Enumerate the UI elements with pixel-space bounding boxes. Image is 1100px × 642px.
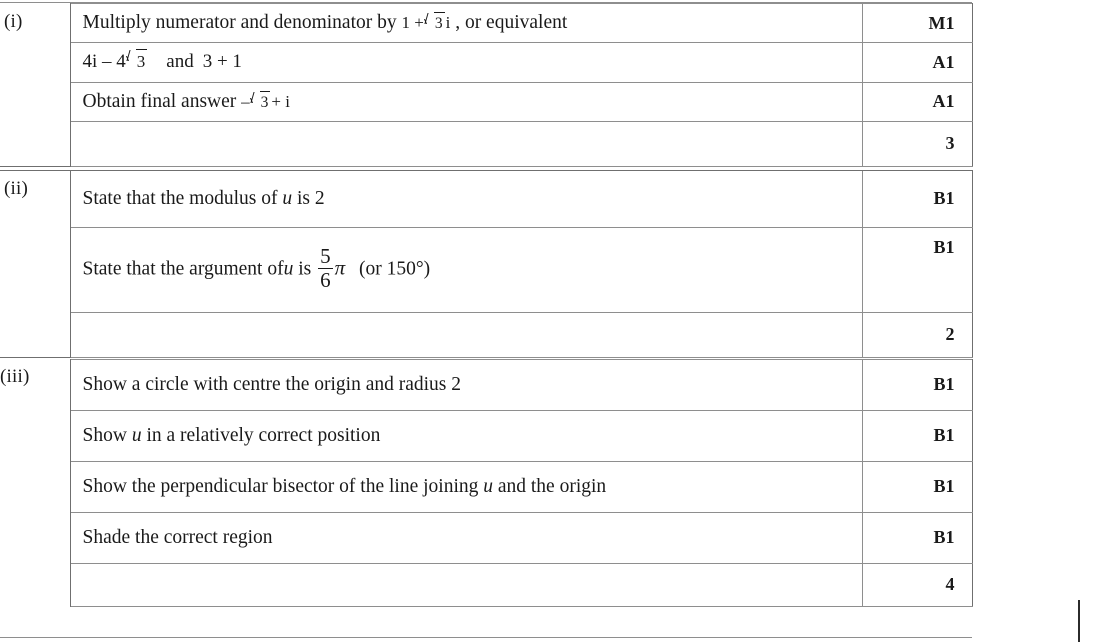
table-row <box>0 410 972 461</box>
empty-cell <box>70 312 862 357</box>
mark-code: B1 <box>862 512 972 563</box>
part-label-i: (i) <box>0 4 70 167</box>
math-expression: 1 + 3 i <box>401 13 450 32</box>
answer-text: Show <box>82 424 127 446</box>
answer-text-cell <box>70 512 862 563</box>
answer-math-cell <box>70 43 862 82</box>
mark-code: B1 <box>862 461 972 512</box>
table-row-total <box>0 563 972 606</box>
answer-text: Show a circle with centre the origin and radius 2 <box>82 373 462 395</box>
answer-text-tail: is 2 <box>296 187 325 209</box>
fraction-numerator: 5 <box>320 244 331 269</box>
answer-text-tail: in a relatively correct position <box>146 424 381 446</box>
table-row <box>0 512 972 563</box>
pi-symbol: π <box>334 255 346 280</box>
empty-cell <box>70 121 862 166</box>
table-row <box>0 82 972 121</box>
answer-text-tail: , or equivalent <box>455 12 568 33</box>
answer-text-cell <box>70 170 862 227</box>
mark-scheme-table <box>0 3 973 607</box>
math-expression: 4i – 4 3 and 3 + 1 <box>83 51 242 72</box>
variable-u: u <box>483 475 493 497</box>
answer-fraction-cell <box>70 227 862 312</box>
table-row <box>0 359 972 410</box>
table-bottom-rule <box>0 637 972 638</box>
answer-text-tail: (or 150°) <box>359 258 431 280</box>
answer-text: State that the argument of <box>82 258 284 280</box>
variable-u: u <box>283 258 294 280</box>
table-row-total <box>0 121 972 166</box>
part-total-mark: 2 <box>862 312 972 357</box>
answer-text-cell <box>70 82 862 121</box>
variable-u: u <box>282 187 293 209</box>
table-row-total <box>0 312 972 357</box>
table-row <box>0 461 972 512</box>
mark-code: M1 <box>862 4 972 43</box>
answer-text: Multiply numerator and denominator by <box>82 12 397 33</box>
answer-text: Show the perpendicular bisector of the line joining <box>82 475 479 497</box>
fraction-denominator: 6 <box>320 268 331 293</box>
table-row <box>0 43 972 82</box>
part-label-ii: (ii) <box>0 170 70 357</box>
part-total-mark: 3 <box>862 121 972 166</box>
mark-code: B1 <box>862 227 972 312</box>
table-row <box>0 170 972 227</box>
answer-text-mid: is <box>298 258 312 280</box>
answer-text-cell <box>70 359 862 410</box>
page-edge-mark <box>1078 600 1080 642</box>
mark-code: B1 <box>862 170 972 227</box>
answer-text-cell <box>70 461 862 512</box>
answer-text: Shade the correct region <box>82 526 273 548</box>
answer-text: State that the modulus of <box>82 187 278 209</box>
sqrt-icon: 3 <box>425 12 445 35</box>
fraction <box>318 246 333 292</box>
answer-text-tail: and the origin <box>497 475 607 497</box>
mark-code: B1 <box>862 410 972 461</box>
answer-text-cell <box>70 4 862 43</box>
variable-u: u <box>131 424 142 446</box>
sqrt-icon: 3 <box>251 91 271 114</box>
part-total-mark: 4 <box>862 563 972 606</box>
sqrt-icon: 3 <box>127 49 148 75</box>
table-row <box>0 4 972 43</box>
part-label-iii: (iii) <box>0 359 70 606</box>
table-row <box>0 227 972 312</box>
mark-code: A1 <box>862 82 972 121</box>
answer-text-cell <box>70 410 862 461</box>
empty-cell <box>70 563 862 606</box>
math-expression: – 3 + i <box>241 92 290 111</box>
mark-code: A1 <box>862 43 972 82</box>
answer-text: Obtain final answer <box>82 90 237 112</box>
mark-code: B1 <box>862 359 972 410</box>
